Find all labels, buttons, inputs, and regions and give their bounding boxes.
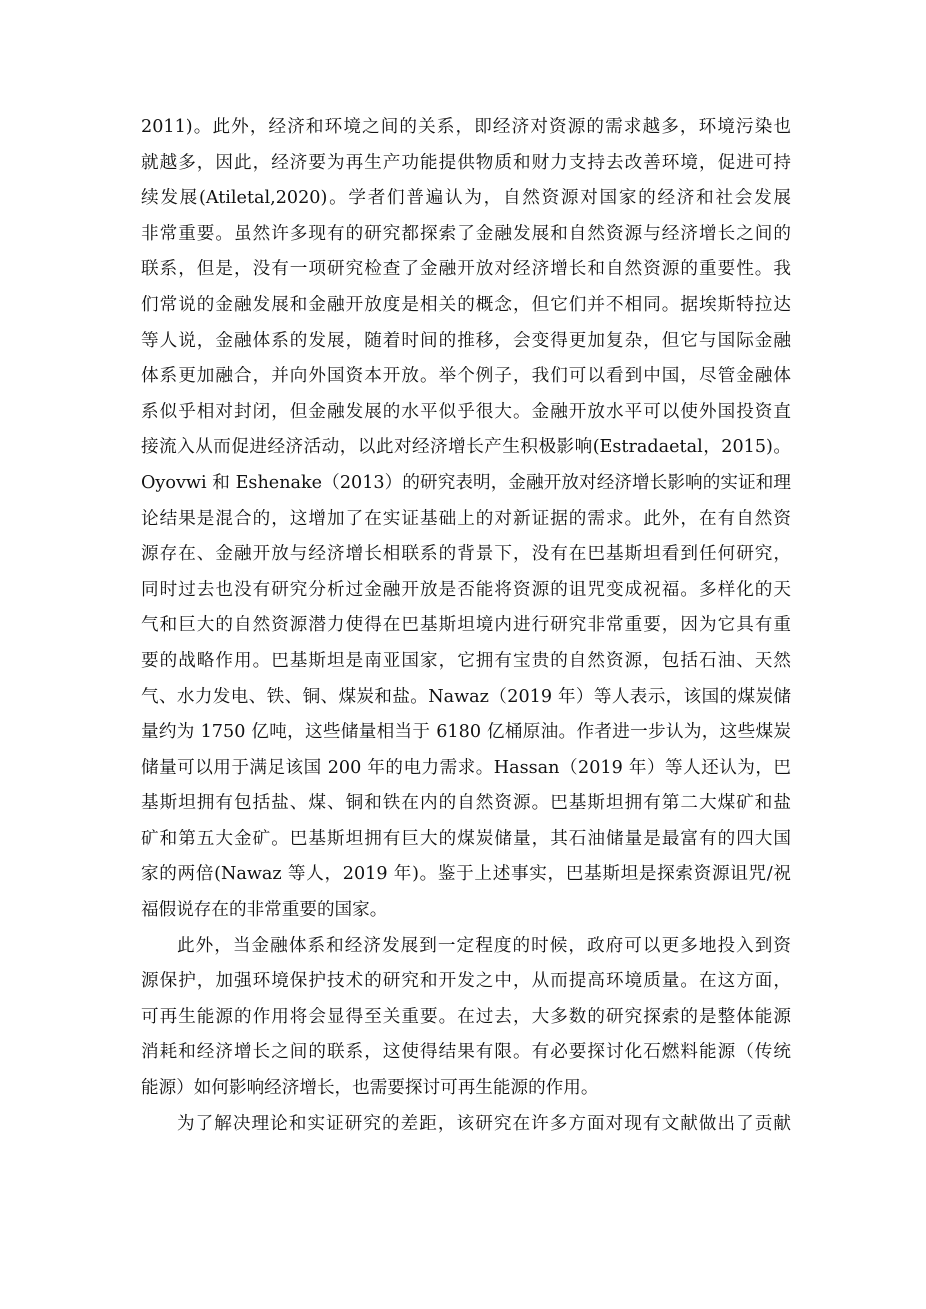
text-line: 同时过去也没有研究分析过金融开放是否能将资源的诅咒变成祝福。多样化的天 [141, 579, 791, 600]
paragraph [141, 929, 791, 1107]
text-line: 们常说的金融发展和金融开放度是相关的概念，但它们并不相同。据埃斯特拉达 [141, 294, 791, 315]
text-line: 接流入从而促进经济活动，以此对经济增长产生积极影响(Estradaetal，2015)。 [141, 437, 791, 458]
text-line: 源保护，加强环境保护技术的研究和开发之中，从而提高环境质量。在这方面， [141, 971, 791, 992]
text-line: Oyovwi 和 Eshenake（2013）的研究表明，金融开放对经济增长影响的实证和理 [141, 472, 791, 493]
text-line: 源存在、金融开放与经济增长相联系的背景下，没有在巴基斯坦看到任何研究， [141, 544, 791, 565]
text-line: 联系，但是，没有一项研究检查了金融开放对经济增长和自然资源的重要性。我 [141, 259, 791, 280]
text-line: 体系更加融合，并向外国资本开放。举个例子，我们可以看到中国，尽管金融体 [141, 366, 791, 387]
text-line: 非常重要。虽然许多现有的研究都探索了金融发展和自然资源与经济增长之间的 [141, 223, 791, 244]
text-line: 能源）如何影响经济增长，也需要探讨可再生能源的作用。 [141, 1078, 599, 1099]
text-line: 矿和第五大金矿。巴基斯坦拥有巨大的煤炭储量，其石油储量是最富有的四大国 [141, 828, 791, 849]
text-line: 续发展(Atiletal,2020)。学者们普遍认为，自然资源对国家的经济和社会发展 [141, 188, 791, 209]
text-line: 2011)。此外，经济和环境之间的关系，即经济对资源的需求越多，环境污染也 [141, 117, 791, 137]
text-line: 要的战略作用。巴基斯坦是南亚国家，它拥有宝贵的自然资源，包括石油、天然 [141, 650, 791, 671]
text-line: 消耗和经济增长之间的联系，这使得结果有限。有必要探讨化石燃料能源（传统 [141, 1042, 791, 1063]
text-line: 气、水力发电、铁、铜、煤炭和盐。Nawaz（2019 年）等人表示，该国的煤炭储 [141, 686, 791, 707]
text-line: 等人说，金融体系的发展，随着时间的推移，会变得更加复杂，但它与国际金融 [141, 330, 791, 351]
text-line: 气和巨大的自然资源潜力使得在巴基斯坦境内进行研究非常重要，因为它具有重 [141, 615, 791, 636]
text-line: 储量可以用于满足该国 200 年的电力需求。Hassan（2019 年）等人还认为，巴 [141, 757, 791, 778]
text-line: 家的两倍(Nawaz 等人，2019 年)。鉴于上述事实，巴基斯坦是探索资源诅咒/祝 [141, 864, 791, 885]
text-line: 论结果是混合的，这增加了在实证基础上的对新证据的需求。此外，在有自然资 [141, 508, 791, 529]
paragraph [141, 110, 791, 929]
text-line: 基斯坦拥有包括盐、煤、铜和铁在内的自然资源。巴基斯坦拥有第二大煤矿和盐 [141, 793, 791, 814]
body-text [141, 110, 791, 1142]
paragraph [141, 1107, 791, 1143]
text-line: 系似乎相对封闭，但金融发展的水平似乎很大。金融开放水平可以使外国投资直 [141, 401, 791, 422]
text-line: 此外，当金融体系和经济发展到一定程度的时候，政府可以更多地投入到资 [177, 935, 791, 956]
text-line: 可再生能源的作用将会显得至关重要。在过去，大多数的研究探索的是整体能源 [141, 1006, 791, 1027]
text-line: 就越多，因此，经济要为再生产功能提供物质和财力支持去改善环境，促进可持 [141, 152, 791, 173]
text-line: 量约为 1750 亿吨，这些储量相当于 6180 亿桶原油。作者进一步认为，这些煤炭 [141, 722, 791, 743]
text-line: 为了解决理论和实证研究的差距，该研究在许多方面对现有文献做出了贡献 [177, 1113, 791, 1134]
text-line: 福假说存在的非常重要的国家。 [141, 900, 388, 921]
